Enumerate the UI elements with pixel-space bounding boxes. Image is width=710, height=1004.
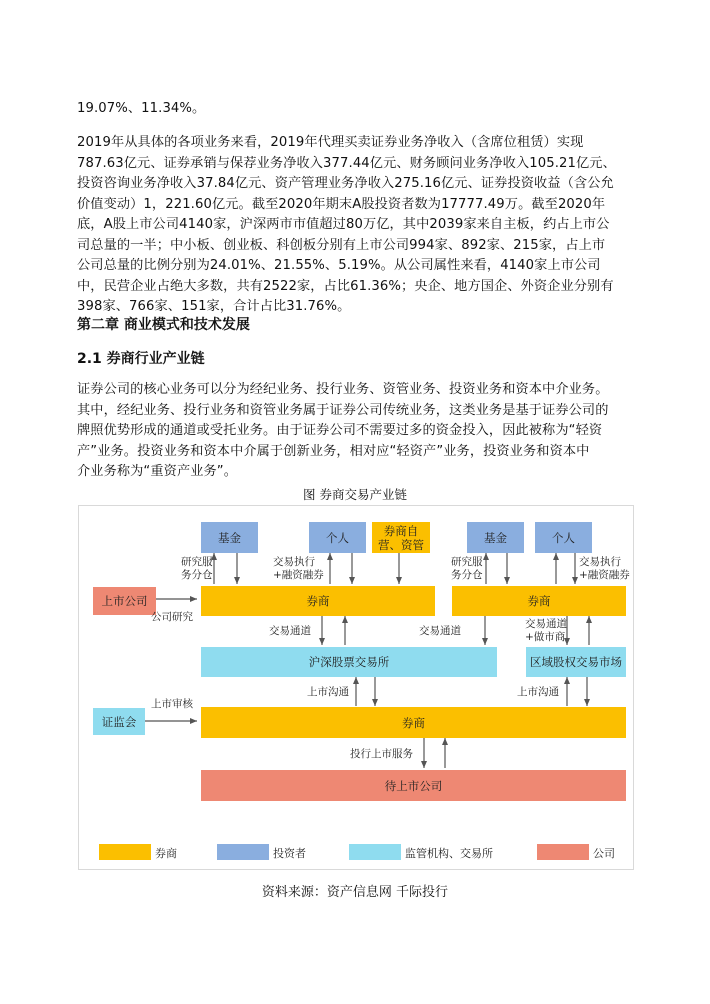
- core-business-paragraph: [77, 380, 637, 483]
- paragraph-line: 其中，经纪业务、投行业务和资管业务属于证券公司传统业务，这类业务是基于证券公司的: [77, 402, 609, 418]
- paragraph-line: 公司总量的比例分别为24.01%、21.55%、5.19%。从公司属性来看，4140家上市公司: [77, 258, 601, 273]
- pre-ipo-company-box: 待上市公司: [201, 770, 626, 801]
- paragraph-line: 投资咨询业务净收入37.84亿元、资产管理业务净收入275.16亿元、证券投资收益（含公允: [77, 176, 614, 191]
- legend-label: 投资者: [273, 847, 306, 860]
- research-label-right: 研究服 务分仓: [451, 556, 483, 581]
- paragraph-line: 底，A股上市公司4140家，沪深两市市值超过80万亿，其中2039家来自主板，约占上市公: [77, 217, 610, 232]
- broker-box-bottom: 券商: [201, 707, 626, 738]
- chapter-heading: 第二章 商业模式和技术发展: [77, 317, 250, 333]
- fund-box-right: 基金: [467, 522, 524, 553]
- channel-label-left: 交易通道: [269, 625, 311, 637]
- figure-source: 资料来源：资产信息网 千际投行: [261, 885, 449, 900]
- regional-market-box: 区域股权交易市场: [526, 647, 626, 677]
- legend-swatch: [217, 844, 269, 860]
- intro-paragraph: [77, 99, 637, 120]
- listed-company-box: 上市公司: [93, 587, 156, 615]
- channel-label-mid: 交易通道: [419, 625, 461, 637]
- self-operated-box: [372, 522, 430, 553]
- individual-box-left: 个人: [309, 522, 366, 553]
- listing-label-right: 上市沟通: [517, 686, 559, 698]
- company-research-label: 公司研究: [151, 611, 193, 623]
- paragraph-line: 产”业务。投资业务和资本中介属于创新业务，相对应“轻资产”业务，投资业务和资本中: [77, 443, 590, 459]
- trade-label-left: 交易执行 +融资融券: [273, 556, 324, 581]
- self-operated-line: 营、资管: [378, 537, 424, 552]
- paragraph-line: 介业务称为“重资产业务”。: [77, 464, 238, 479]
- listing-review-label: 上市审核: [151, 698, 193, 710]
- legend-label: 券商: [155, 847, 177, 860]
- broker-box-right: 券商: [452, 586, 626, 616]
- trade-label-right: 交易执行 +融资融券: [579, 556, 630, 581]
- research-label-left: 研究服 务分仓: [181, 556, 213, 581]
- legend-swatch: [99, 844, 151, 860]
- csrc-box: 证监会: [93, 708, 145, 735]
- legend-label: 公司: [593, 847, 615, 860]
- sz-sh-exchange-box: 沪深股票交易所: [201, 647, 497, 677]
- broker-box-left: 券商: [201, 586, 435, 616]
- legend-label: 监管机构、交易所: [405, 847, 493, 860]
- listing-label-left: 上市沟通: [307, 686, 349, 698]
- paragraph-line: 证券公司的核心业务可以分为经纪业务、投行业务、资管业务、投资业务和资本中介业务。: [77, 382, 609, 397]
- figure-title: 图 券商交易产业链: [303, 487, 407, 502]
- paragraph-line: 中，民营企业占绝大多数，共有2522家，占比61.36%；央企、地方国企、外资企业分别有: [77, 278, 614, 294]
- individual-box-right: 个人: [535, 522, 592, 553]
- fund-box-left: 基金: [201, 522, 258, 553]
- self-operated-line: 券商自: [383, 523, 419, 538]
- paragraph-line: 司总量的一半；中小板、创业板、科创板分别有上市公司994家、892家、215家，占上市: [77, 237, 606, 253]
- section-heading: 2.1 券商行业产业链: [77, 351, 205, 367]
- industry-chain-diagram: [78, 505, 634, 870]
- paragraph-line: 2019年从具体的各项业务来看，2019年代理买卖证券业务净收入（含席位租赁）实现: [77, 135, 584, 150]
- paragraph-line: 牌照优势形成的通道或受托业务。由于证券公司不需要过多的资金投入，因此被称为“轻资: [77, 423, 603, 438]
- channel-label-right: 交易通道 +做市商: [525, 618, 567, 643]
- intro-line: 19.07%、11.34%。: [77, 101, 206, 116]
- paragraph-line: 价值变动）1，221.60亿元。截至2020年期末A股投资者数为17777.49万。截至2020年: [77, 196, 606, 212]
- business-data-paragraph: [77, 133, 637, 318]
- ib-service-label: 投行上市服务: [350, 748, 413, 760]
- legend-swatch: [537, 844, 589, 860]
- paragraph-line: 787.63亿元、证券承销与保荐业务净收入377.44亿元、财务顾问业务净收入105.21亿元、: [77, 155, 616, 171]
- paragraph-line: 398家、766家、151家，合计占比31.76%。: [77, 299, 351, 314]
- legend-swatch: [349, 844, 401, 860]
